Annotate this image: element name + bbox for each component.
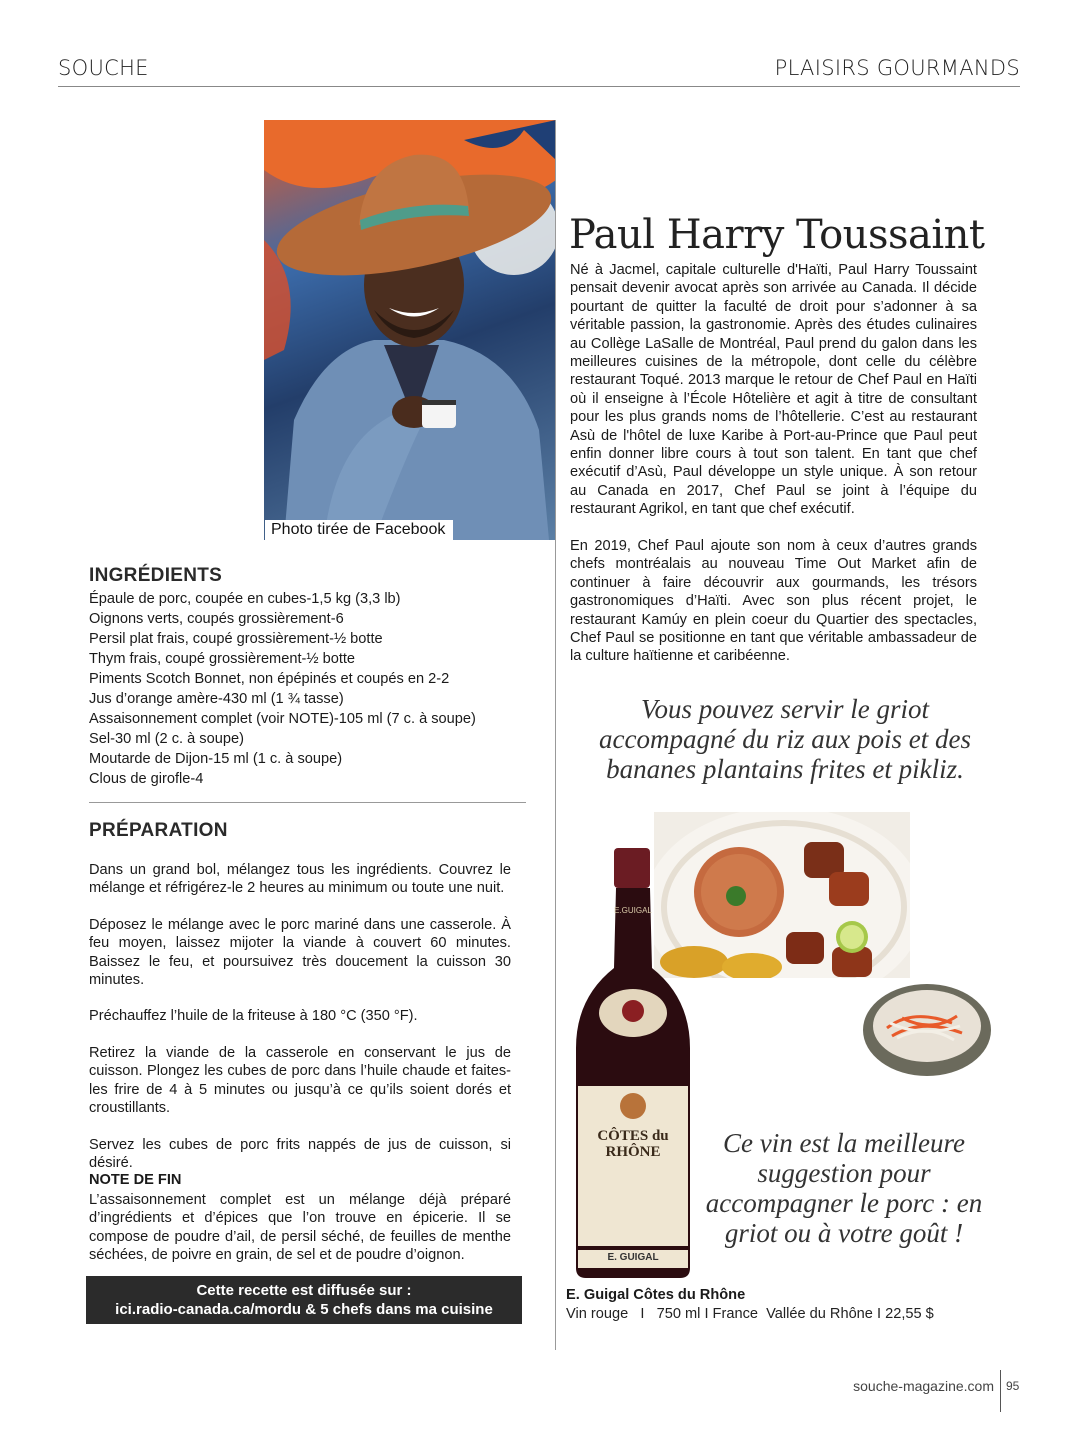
footer-divider: [1000, 1370, 1001, 1412]
page-number: 95: [1006, 1379, 1020, 1393]
bottle-neck-label: E.GUIGAL: [614, 906, 652, 915]
photo-caption: Photo tirée de Facebook: [265, 520, 453, 541]
broadcast-banner: [86, 1276, 522, 1324]
wine-pairing-quote: Ce vin est la meilleure suggestion pour accompagner le porc : en griot ou à votre goût !: [705, 1128, 983, 1248]
pikliz-bowl-photo: [862, 978, 992, 1078]
preparation-step: Retirez la viande de la casserole en conservant le jus de cuisson. Plongez les cubes de porc dans l’huile chaude et faites-les frire de 4 à 5 minutes ou jusqu’à ce qu’ils soient dorés et croustillants.: [89, 1045, 511, 1117]
ingredient-item: Thym frais, coupé grossièrement-½ botte: [89, 651, 356, 667]
magazine-name: SOUCHE: [58, 56, 149, 80]
bio-paragraph-2: En 2019, Chef Paul ajoute son nom à ceux d’autres grands chefs montréalais au nouveau Time Out Market afin de continuer à faire découvrir aux gourmands, les trésors gastronomiques d’Haïti. Avec son plus récent projet, le restaurant Kamúy en plein coeur du Quartier des spectacles, Chef Paul se positionne en tant que véritable ambassadeur de la culture haïtienne et caribéenne.: [570, 538, 977, 665]
ingredient-item: Persil plat frais, coupé grossièrement-½ botte: [89, 631, 383, 647]
banner-line-2: ici.radio-canada.ca/mordu & 5 chefs dans ma cuisine: [115, 1301, 493, 1318]
preparation-step: Servez les cubes de porc frits nappés de jus de cuisson, si désiré.: [89, 1137, 511, 1172]
preparation-step: Dans un grand bol, mélangez tous les ingrédients. Couvrez le mélange et réfrigérez-le 2 heures au minimum ou toute une nuit.: [89, 862, 511, 897]
wine-name: E. Guigal Côtes du Rhône: [566, 1287, 746, 1303]
chef-name-title: Paul Harry Toussaint: [569, 212, 985, 258]
end-note-heading: NOTE DE FIN: [89, 1172, 182, 1188]
column-divider: [555, 120, 556, 1350]
section-name: PLAISIRS GOURMANDS: [774, 56, 1020, 80]
chef-portrait-photo: [264, 120, 556, 540]
banner-line-1: Cette recette est diffusée sur :: [196, 1282, 412, 1299]
end-note-text: L’assaisonnement complet est un mélange déjà préparé d’ingrédients et d’épices que l’on trouve en épicerie. Il se compose de poudre d’ail, de persil séché, de feuilles de menthe séchées, de poivre en grain, de sel et de poudre d’oignon.: [89, 1192, 511, 1264]
bottle-label-brand: E. GUIGAL: [607, 1252, 659, 1263]
section-divider: [89, 802, 526, 803]
serving-suggestion-quote: Vous pouvez servir le griot accompagné du riz aux pois et des bananes plantains frites et pikliz.: [599, 694, 971, 784]
wine-details: Vin rouge I 750 ml I France Vallée du Rhône I 22,55 $: [566, 1306, 934, 1322]
ingredients-heading: INGRÉDIENTS: [89, 565, 223, 586]
wine-bottle-photo: [572, 848, 694, 1280]
preparation-step: Préchauffez l’huile de la friteuse à 180 °C (350 °F).: [89, 1008, 418, 1024]
preparation-step: Déposez le mélange avec le porc mariné dans une casserole. À feu moyen, laissez mijoter la viande à couvert 60 minutes. Baissez le feu, et poursuivez très doucement la cuisson 30 minutes.: [89, 917, 511, 989]
bio-paragraph-1: Né à Jacmel, capitale culturelle d'Haïti, Paul Harry Toussaint pensait devenir avocat après son arrivée au Canada. Il décide pourtant de quitter la faculté de droit pour s’adonner à sa véritable passion, la gastronomie. Après des études culinaires au Collège LaSalle de Montréal, Paul prend du galon dans les meilleures cuisines de la métropole, dont celle du célèbre restaurant Toqué. 2013 marque le retour de Chef Paul en Haïti où il enseigne à l’École Hôtelière et agit à titre de consultant pour les plus grands noms de l’hôtellerie. C’est au restaurant Asù de l'hôtel de luxe Karibe à Port-au-Prince que Paul peut enfin donner libre cours à tout son talent. En tant que chef exécutif d’Asù, Paul développe un style unique. À son retour au Canada en 2017, Chef Paul se joint à l’équipe du restaurant Agrikol, en tant que chef exécutif.: [570, 262, 977, 518]
ingredient-item: Oignons verts, coupés grossièrement-6: [89, 611, 344, 627]
ingredient-item: Épaule de porc, coupée en cubes-1,5 kg (3,3 lb): [89, 591, 401, 607]
header-divider: [58, 86, 1020, 87]
ingredients-list: [89, 589, 529, 789]
preparation-heading: PRÉPARATION: [89, 820, 228, 841]
ingredient-item: Sel-30 ml (2 c. à soupe): [89, 731, 244, 747]
ingredient-item: Moutarde de Dijon-15 ml (1 c. à soupe): [89, 751, 343, 767]
ingredient-item: Piments Scotch Bonnet, non épépinés et coupés en 2-2: [89, 671, 450, 687]
footer-website: souche-magazine.com: [853, 1378, 994, 1394]
ingredient-item: Assaisonnement complet (voir NOTE)-105 ml (7 c. à soupe): [89, 711, 476, 727]
bottle-label-title: CÔTES du RHÔNE: [597, 1128, 669, 1160]
ingredient-item: Jus d’orange amère-430 ml (1 ¾ tasse): [89, 691, 344, 707]
ingredient-item: Clous de girofle-4: [89, 771, 204, 787]
